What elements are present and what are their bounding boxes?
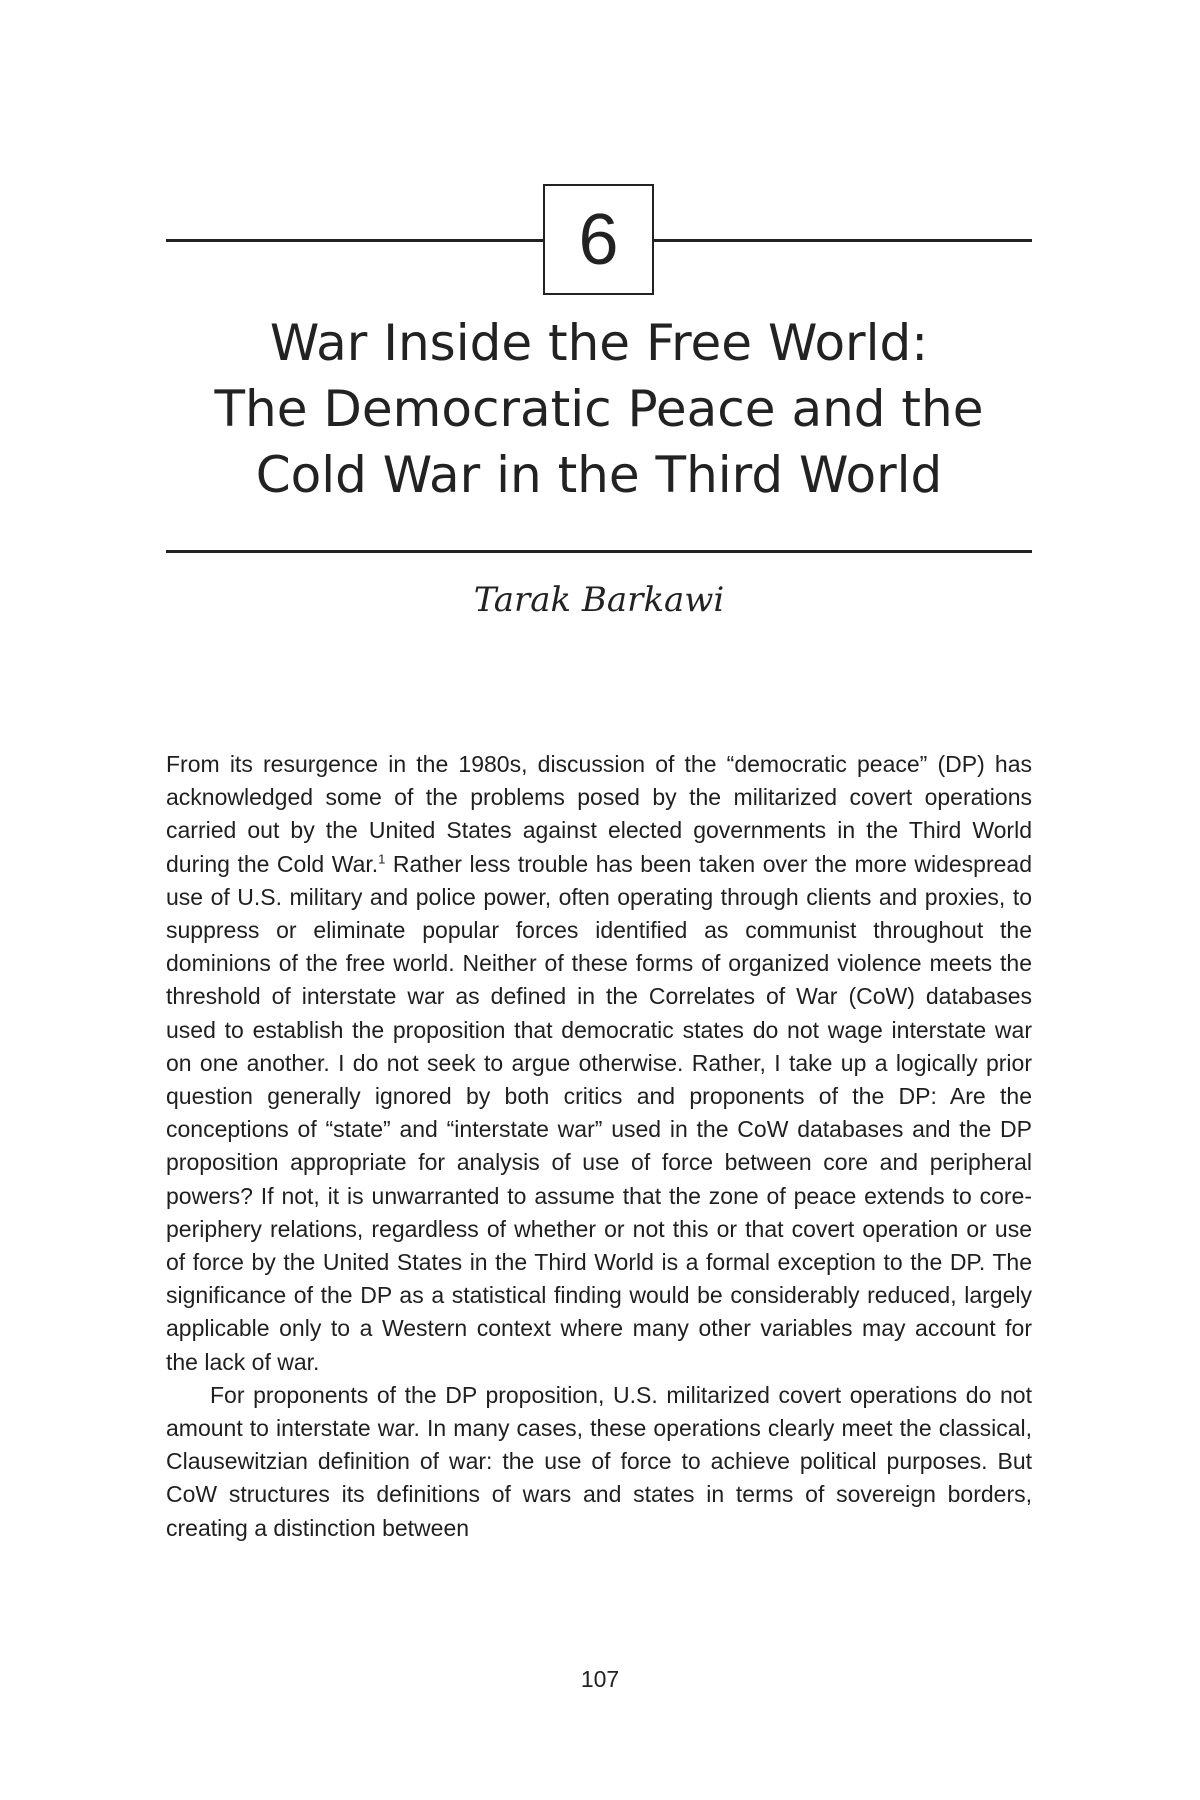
- paragraph-2: For proponents of the DP proposition, U.S. militarized covert operations do not amount to interstate war. In many cases, these operations clearly meet the classical, Clausewitzian definition of war: the use of force to achieve political purposes. But CoW structures its definitions of wars and states in terms of sovereign borders, creating a distinction between: [166, 1381, 1032, 1541]
- chapter-title-line-1: War Inside the Free World:: [269, 314, 929, 372]
- chapter-header: [166, 184, 1032, 298]
- chapter-number: 6: [543, 184, 654, 295]
- chapter-title-line-2: The Democratic Peace and the: [214, 380, 984, 438]
- body-text: [166, 748, 1032, 1545]
- footnote-marker[interactable]: 1: [378, 850, 386, 866]
- title-rule: [166, 550, 1032, 553]
- author-name: Tarak Barkawi: [473, 580, 725, 620]
- page-number: 107: [580, 1666, 620, 1692]
- chapter-title-line-3: Cold War in the Third World: [255, 446, 943, 504]
- header-rule-right: [654, 239, 1032, 242]
- paragraph-1-part-a: From its resurgence in the 1980s, discussion of the “democratic peace” (DP) has acknowledged some of the problems posed by the militarized covert operations carried out by the United States against elected governments in the Third World during the Cold War.: [166, 751, 1032, 877]
- chapter-title: [166, 310, 1032, 508]
- paragraph-1: [166, 748, 1032, 1379]
- paragraph-1-part-b: Rather less trouble has been taken over the more widespread use of U.S. military and police power, often operating through clients and proxies, to suppress or eliminate popular forces identified as communist throughout the dominions of the free world. Neither of these forms of organized violence meets the threshold of interstate war as defined in the Correlates of War (CoW) databases used to establish the proposition that democratic states do not wage interstate war on one another. I do not seek to argue otherwise. Rather, I take up a logically prior question generally ignored by both critics and proponents of the DP: Are the conceptions of “state” and “interstate war” used in the CoW databases and the DP proposition appropriate for analysis of use of force between core and peripheral powers? If not, it is unwarranted to assume that the zone of peace extends to core-periphery relations, regardless of whether or not this or that covert operation or use of force by the United States in the Third World is a formal exception to the DP. The significance of the DP as a statistical finding would be considerably reduced, largely applicable only to a Western context where many other variables may account for the lack of war.: [166, 850, 1033, 1375]
- header-rule-left: [166, 239, 543, 242]
